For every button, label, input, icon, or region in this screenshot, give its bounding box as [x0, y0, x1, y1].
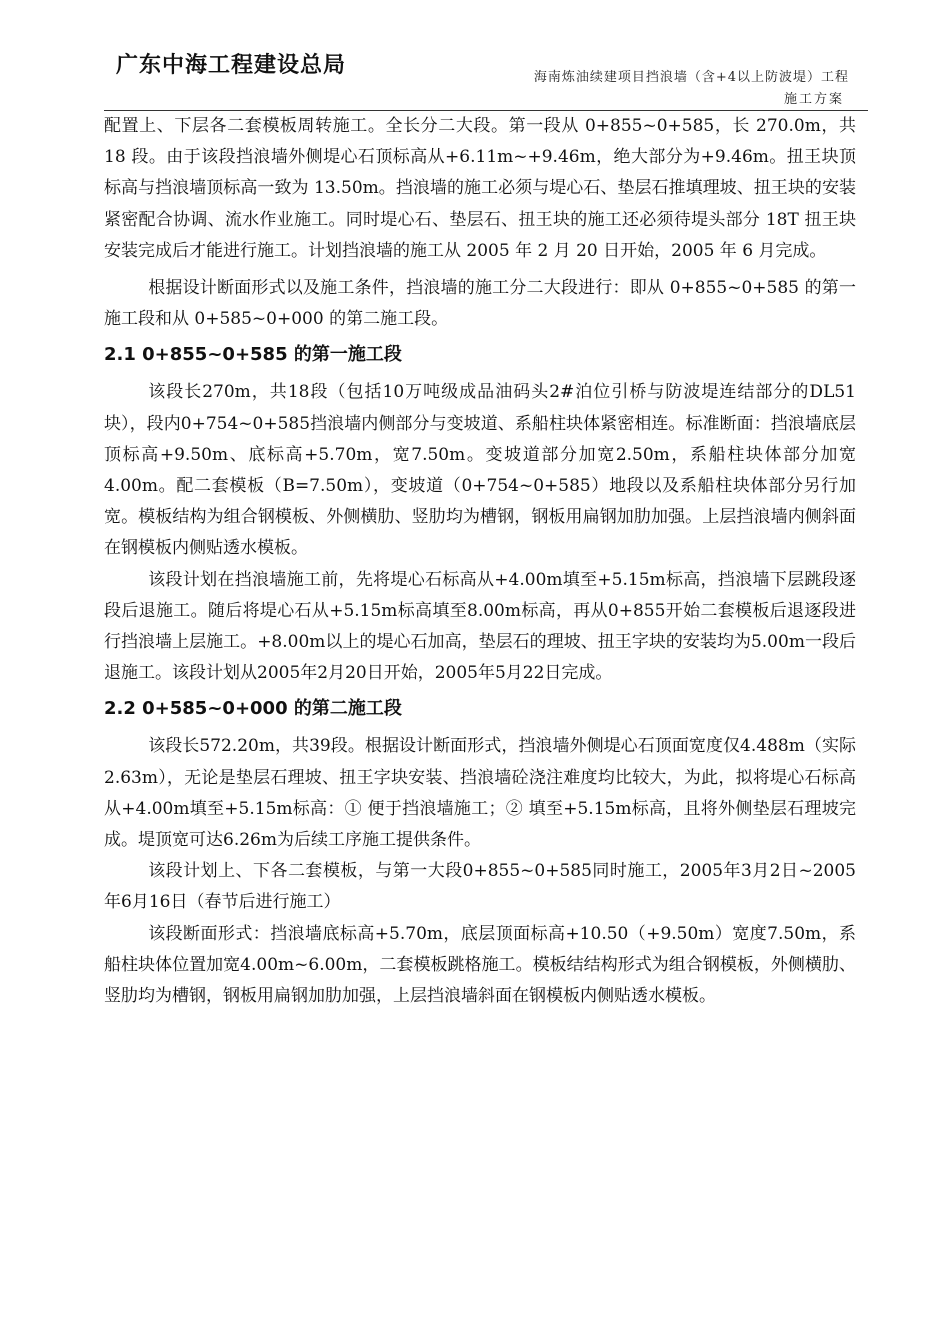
document-body [104, 111, 856, 1012]
company-name: 广东中海工程建设总局 [116, 53, 347, 78]
section-heading-2-2: 2.2 0+585~0+000 的第二施工段 [104, 698, 402, 720]
paragraph-section-2-cross-section: 该段断面形式：挡浪墙底标高+5.70m，底层顶面标高+10.50（+9.50m）宽度7.50m，系船柱块体位置加宽4.00m~6.00m，二套模板跳格施工。模板结结构形式为组合钢模板，外侧横肋、竖肋均为槽钢，钢板用扁钢加肋加强，上层挡浪墙斜面在钢模板内侧贴透水模板。 [104, 923, 856, 1007]
paragraph-construction-sections: 根据设计断面形式以及施工条件，挡浪墙的施工分二大段进行：即从 0+855~0+585 的第一施工段和从 0+585~0+000 的第二施工段。 [104, 278, 856, 330]
paragraph-section-2-description: 该段长572.20m，共39段。根据设计断面形式，挡浪墙外侧堤心石顶面宽度仅4.488m（实际2.63m），无论是垫层石理坡、扭王字块安装、挡浪墙砼浇注难度均比较大，为此，拟将堤心石标高从+4.00m填至+5.15m标高：① 便于挡浪墙施工；② 填至+5.15m标高，且将外侧垫层石理坡完成。堤顶宽可达6.26m为后续工序施工提供条件。 [104, 736, 856, 851]
paragraph-continuation: 配置上、下层各二套模板周转施工。全长分二大段。第一段从 0+855~0+585，长 270.0m，共 18 段。由于该段挡浪墙外侧堤心石顶标高从+6.11m~+9.46m，绝大部分为+9.46m。扭王块顶标高与挡浪墙顶标高一致为 13.50m。挡浪墙的施工必须与堤心石、垫层石推填理坡、扭王块的安装紧密配合协调、流水作业施工。同时堤心石、垫层石、扭王块的施工还必须待堤头部分 18T 扭王块安装完成后才能进行施工。计划挡浪墙的施工从 2005 年 2 月 20 日开始，2005 年 6 月完成。 [104, 116, 856, 261]
document-type: 施工方案 [783, 92, 844, 107]
paragraph-section-1-description: 该段长270m，共18段（包括10万吨级成品油码头2#泊位引桥与防波堤连结部分的DL51块），段内0+754~0+585挡浪墙内侧部分与变坡道、系船柱块体紧密相连。标准断面：挡浪墙底层顶标高+9.50m、底标高+5.70m，宽7.50m。变坡道部分加宽2.50m，系船柱块体部分加宽4.00m。配二套模板（B=7.50m），变坡道（0+754~0+585）地段以及系船柱块体部分另行加宽。模板结构为组合钢模板、外侧横肋、竖肋均为槽钢，钢板用扁钢加肋加强。上层挡浪墙内侧斜面在钢模板内侧贴透水模板。 [104, 382, 856, 559]
section-heading-2-1: 2.1 0+855~0+585 的第一施工段 [104, 344, 402, 366]
paragraph-section-1-plan: 该段计划在挡浪墙施工前，先将堤心石标高从+4.00m填至+5.15m标高，挡浪墙下层跳段逐段后退施工。随后将堤心石从+5.15m标高填至8.00m标高，再从0+855开始二套模板后退逐段进行挡浪墙上层施工。+8.00m以上的堤心石加高，垫层石的理坡、扭王字块的安装均为5.00m一段后退施工。该段计划从2005年2月20日开始，2005年5月22日完成。 [104, 569, 856, 684]
paragraph-section-2-schedule: 该段计划上、下各二套模板，与第一大段0+855~0+585同时施工，2005年3月2日~2005年6月16日（春节后进行施工） [104, 861, 856, 913]
project-title: 海南炼油续建项目挡浪墙（含+4以上防波堤）工程 [533, 70, 849, 85]
